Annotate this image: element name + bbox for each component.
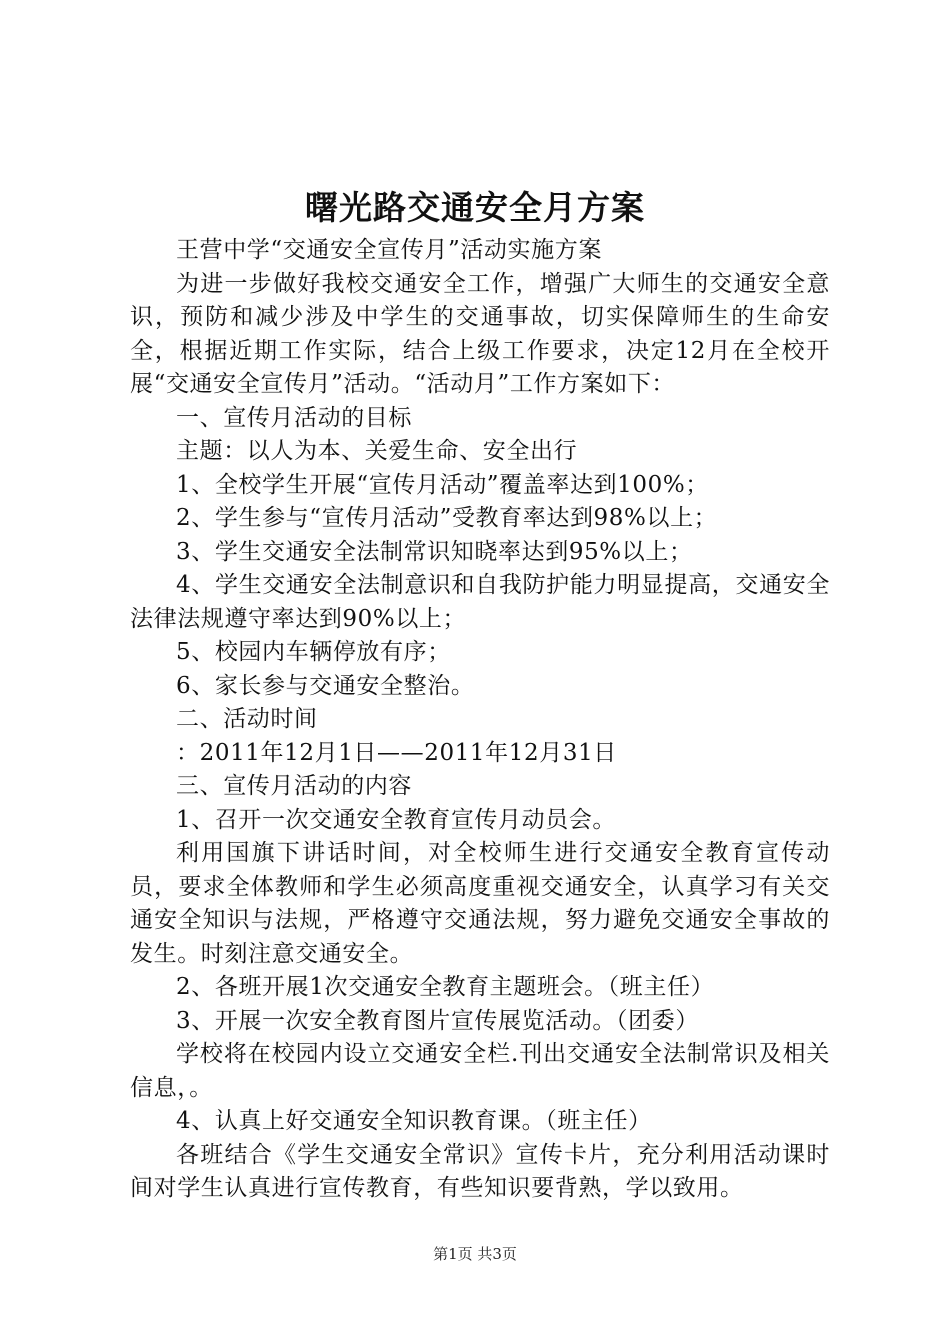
section-heading: 一、宣传月活动的目标 <box>176 404 412 431</box>
list-item: 1、召开一次交通安全教育宣传月动员会。 <box>176 806 617 833</box>
paragraph: 学校将在校园内设立交通安全栏.刊出交通安全法制常识及相关信息，。 <box>130 1041 830 1101</box>
list-item: 6、家长参与交通安全整治。 <box>176 672 475 699</box>
document-body <box>130 234 830 1206</box>
document-title: 曙光路交通安全月方案 <box>305 188 645 227</box>
list-item: 1、全校学生开展“宣传月活动”覆盖率达到100%； <box>176 471 709 498</box>
section-heading: 二、活动时间 <box>176 706 318 732</box>
list-item: 3、学生交通安全法制常识知晓率达到95%以上； <box>176 538 693 565</box>
paragraph: 各班结合《学生交通安全常识》宣传卡片，充分利用活动课时间对学生认真进行宣传教育，有些知识要背熟，学以致用。 <box>130 1141 830 1201</box>
list-item: 2、学生参与“宣传月活动”受教育率达到98%以上； <box>176 505 718 531</box>
paragraph: 为进一步做好我校交通安全工作，增强广大师生的交通安全意识，预防和减少涉及中学生的交通事故，切实保障师生的生命安全，根据近期工作实际，结合上级工作要求，决定12月在全校开展“交通安全宣传月”活动。“活动月”工作方案如下： <box>130 270 830 397</box>
list-item: 3、开展一次安全教育图片宣传展览活动。（团委） <box>176 1007 699 1034</box>
paragraph: 利用国旗下讲话时间，对全校师生进行交通安全教育宣传动员，要求全体教师和学生必须高度重视交通安全，认真学习有关交通安全知识与法规，严格遵守交通法规，努力避免交通安全事故的发生。时刻注意交通安全。 <box>130 840 830 967</box>
list-item: 4、认真上好交通安全知识教育课。（班主任） <box>176 1108 652 1134</box>
page-footer: 第1页 共3页 <box>433 1245 517 1263</box>
list-item: 5、校园内车辆停放有序； <box>176 639 451 665</box>
paragraph: ：2011年12月1日——2011年12月31日 <box>176 739 617 766</box>
list-item: 2、各班开展1次交通安全教育主题班会。（班主任） <box>176 974 715 1000</box>
paragraph: 王营中学“交通安全宣传月”活动实施方案 <box>176 237 602 263</box>
list-item: 4、学生交通安全法制意识和自我防护能力明显提高，交通安全法律法规遵守率达到90%以上； <box>130 572 830 632</box>
section-heading: 三、宣传月活动的内容 <box>176 773 412 799</box>
paragraph: 主题：以人为本、关爱生命、安全出行 <box>176 438 578 464</box>
